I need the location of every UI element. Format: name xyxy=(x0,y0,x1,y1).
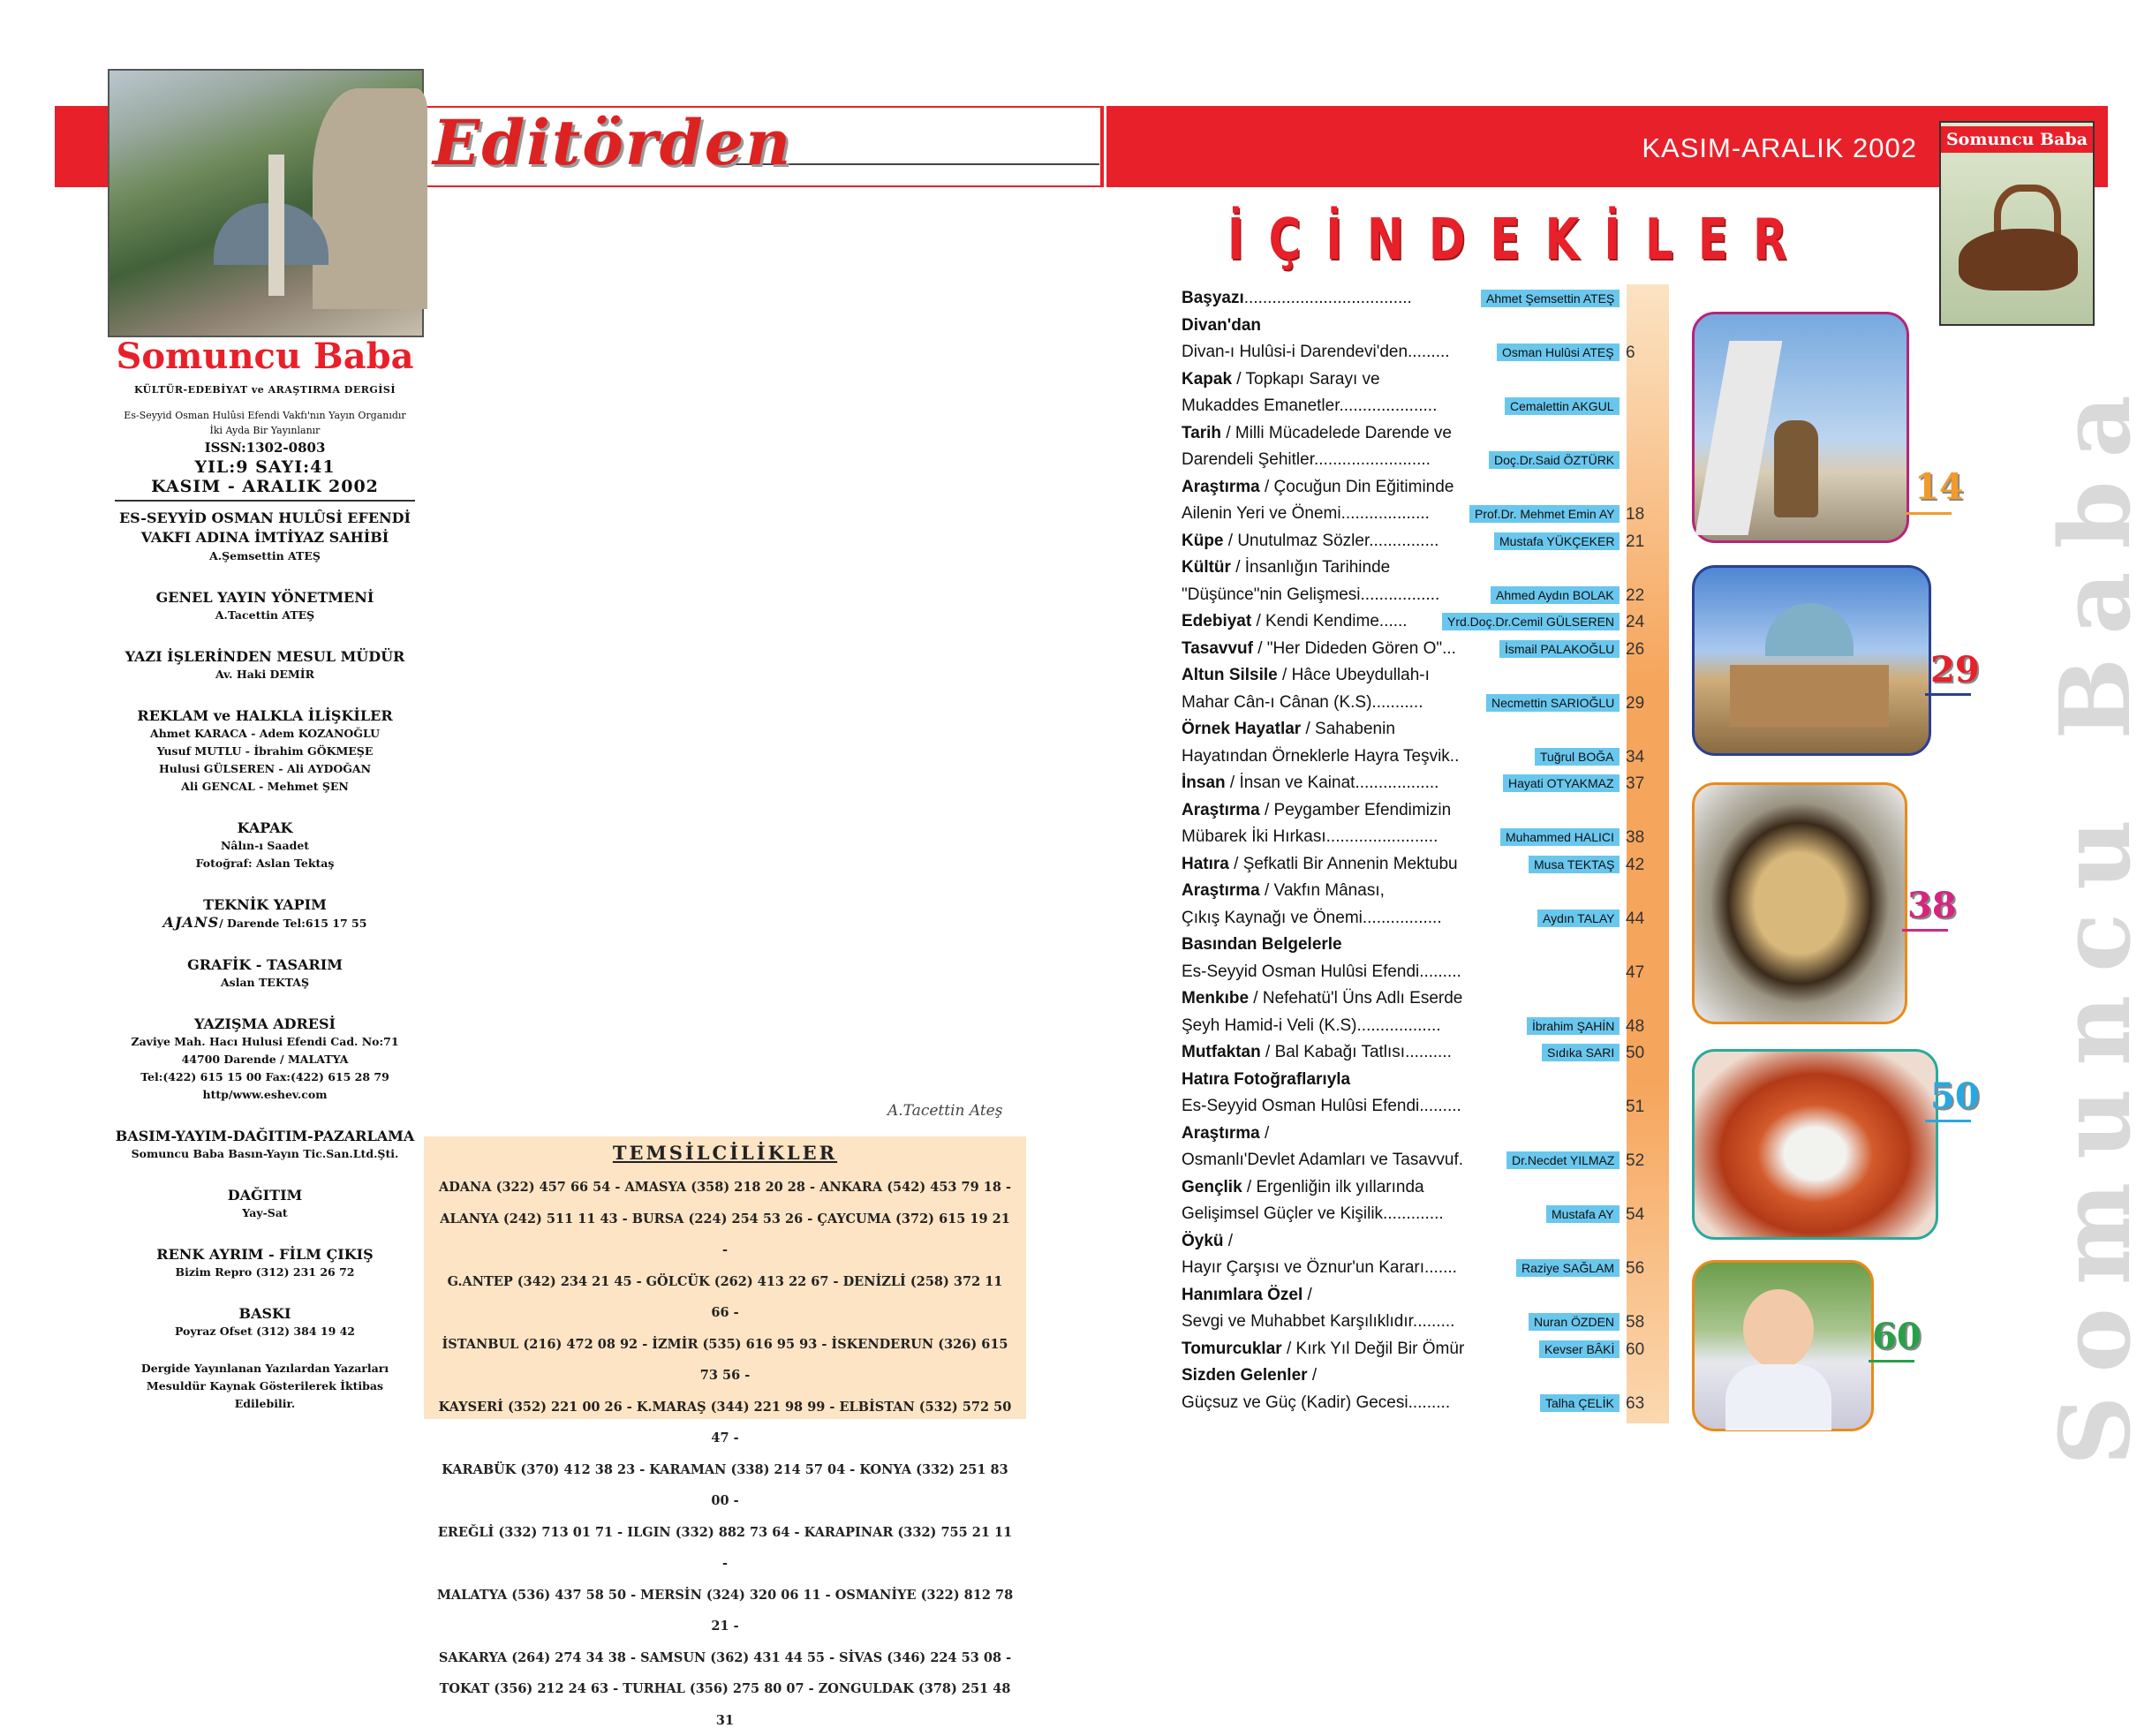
toc-text: / Bal Kabağı Tatlısı.......... xyxy=(1260,1043,1452,1061)
toc-text: / Çocuğun Din Eğitiminde xyxy=(1259,477,1454,496)
toc-author: Aydın TALAY xyxy=(1537,910,1620,927)
toc-title xyxy=(1182,855,1458,874)
representatives-line: ALANYA (242) 511 11 43 - BURSA (224) 254 53 26 - ÇAYCUMA (372) 615 19 21 - xyxy=(440,1211,1010,1257)
toc-section: Edebiyat xyxy=(1182,612,1252,630)
toc-row xyxy=(1182,826,1685,852)
toc-title xyxy=(1182,962,1461,982)
toc-title xyxy=(1182,289,1412,308)
toc-title xyxy=(1182,989,1462,1008)
ads-line: Hulusi GÜLSEREN - Ali AYDOĞAN xyxy=(158,762,372,775)
representatives-line: G.ANTEP (342) 234 21 45 - GÖLCÜK (262) 413 22 67 - DENİZLİ (258) 372 11 66 - xyxy=(447,1273,1003,1320)
toc-row xyxy=(1182,691,1685,718)
toc-page-number: 44 xyxy=(1626,909,1645,928)
dessert-photo xyxy=(1692,1049,1938,1240)
toc-text: / Sahabenin xyxy=(1301,720,1395,738)
toc-text: / İnsanlığın Tarihinde xyxy=(1230,558,1391,577)
toc-text: .................................... xyxy=(1243,289,1412,307)
toc-row xyxy=(1182,1041,1685,1068)
toc-title xyxy=(1182,693,1423,713)
toc-title xyxy=(1182,1393,1450,1413)
toc-text: / Nefehatü'l Üns Adlı Eserde xyxy=(1249,989,1463,1008)
toc-row xyxy=(1182,1095,1685,1121)
toc-row xyxy=(1182,368,1685,395)
toc-text: Es-Seyyid Osman Hulûsi Efendi......... xyxy=(1182,962,1461,981)
representatives-title: TEMSİLCİLİKLER xyxy=(612,1142,838,1164)
toc-title xyxy=(1182,1043,1452,1062)
cover-photo-credit: Fotoğraf: Aslan Tektaş xyxy=(195,857,335,870)
toc-row xyxy=(1182,395,1685,421)
contents-title: İÇİNDEKİLER xyxy=(1227,208,1812,273)
toc-row xyxy=(1182,1068,1685,1095)
toc-author: Talha ÇELİK xyxy=(1540,1394,1620,1412)
toc-row xyxy=(1182,1310,1685,1337)
toc-page-number: 63 xyxy=(1626,1393,1645,1413)
film-body: Bizim Repro (312) 231 26 72 xyxy=(175,1265,355,1279)
dist-title: DAĞITIM xyxy=(227,1187,303,1204)
toc-text: Gelişimsel Güçler ve Kişilik............. xyxy=(1182,1204,1444,1223)
masthead-divider xyxy=(115,500,415,502)
toc-row xyxy=(1182,1149,1685,1175)
toc-text: / Unutulmaz Sözler............... xyxy=(1223,531,1439,550)
website: http/www.eshev.com xyxy=(202,1088,328,1101)
toc-page-number: 60 xyxy=(1626,1340,1645,1359)
corner-cover-thumbnail xyxy=(1939,121,2095,326)
toc-section: Küpe xyxy=(1182,531,1224,550)
toc-page-number: 47 xyxy=(1626,962,1645,982)
toc-text: / Ergenliğin ilk yıllarında xyxy=(1242,1177,1424,1196)
mosque-photo xyxy=(108,69,424,337)
toc-title xyxy=(1182,1204,1444,1224)
toc-title xyxy=(1182,1016,1441,1036)
toc-row xyxy=(1182,1203,1685,1229)
print-body: Somuncu Baba Basın-Yayın Tic.San.Ltd.Şti. xyxy=(131,1147,399,1160)
masthead-organ: Es-Seyyid Osman Hulûsi Efendi Vakfı'nın Yayın Organıdır xyxy=(124,410,406,421)
toc-title xyxy=(1182,774,1438,793)
toc-row xyxy=(1182,718,1685,744)
toc-author: Tuğrul BOĞA xyxy=(1535,748,1620,766)
toc-text: / Peygamber Efendimizin xyxy=(1259,800,1452,819)
editor-title: YAZI İŞLERİNDEN MESUL MÜDÜR xyxy=(125,648,405,665)
toc-page-number: 24 xyxy=(1626,613,1645,631)
representatives-line: ADANA (322) 457 66 54 - AMASYA (358) 218 20 28 - ANKARA (542) 453 79 18 - xyxy=(438,1180,1012,1195)
toc-title xyxy=(1182,1232,1233,1251)
cover-title: KAPAK xyxy=(237,819,293,836)
toc-row xyxy=(1182,664,1685,691)
toc-section: Menkıbe xyxy=(1182,989,1250,1008)
toc-page-number: 26 xyxy=(1626,639,1645,659)
toc-text: / Hâce Ubeydullah-ı xyxy=(1277,666,1430,684)
toc-section: Gençlik xyxy=(1182,1177,1242,1196)
toc-row xyxy=(1182,1122,1685,1149)
toc-title xyxy=(1182,720,1395,739)
toc-row xyxy=(1182,799,1685,826)
toc-author: Cemalettin AKGUL xyxy=(1505,397,1620,415)
page-gutter xyxy=(1104,106,1106,187)
address-line: Zaviye Mah. Hacı Hulusi Efendi Cad. No:71 xyxy=(131,1035,399,1048)
representatives-box xyxy=(424,1136,1026,1728)
tech-title: TEKNİK YAPIM xyxy=(203,896,327,913)
photo-page-number: 29 xyxy=(1930,649,1980,691)
toc-row xyxy=(1182,556,1685,583)
print-title: BASIM-YAYIM-DAĞITIM-PAZARLAMA xyxy=(115,1128,415,1144)
toc-row xyxy=(1182,422,1685,449)
photo-page-number: 50 xyxy=(1930,1076,1980,1117)
toc-row xyxy=(1182,638,1685,664)
masthead-issn: ISSN:1302-0803 xyxy=(204,440,326,456)
gm-name: A.Tacettin ATEŞ xyxy=(215,608,315,622)
address-line: 44700 Darende / MALATYA xyxy=(181,1053,349,1066)
toc-title xyxy=(1182,1151,1463,1170)
toc-section: Tomurcuklar xyxy=(1182,1339,1282,1358)
toc-row xyxy=(1182,853,1685,879)
toc-title xyxy=(1182,585,1439,605)
toc-title xyxy=(1182,396,1437,416)
number-underline xyxy=(1925,1120,1971,1122)
toc-section: Hatıra xyxy=(1182,854,1229,873)
toc-title xyxy=(1182,370,1380,389)
toc-text: Hayır Çarşısı ve Öznur'un Kararı....... xyxy=(1182,1258,1457,1277)
toc-row xyxy=(1182,610,1685,637)
toc-author: Mustafa AY xyxy=(1546,1205,1620,1223)
toc-title xyxy=(1182,881,1385,901)
dist-body: Yay-Sat xyxy=(242,1206,288,1219)
press-title: BASKI xyxy=(238,1305,291,1322)
toc-title xyxy=(1182,666,1430,685)
toc-section: Mutfaktan xyxy=(1182,1043,1261,1061)
toc-text: Güçsuz ve Güç (Kadir) Gecesi......... xyxy=(1182,1393,1451,1412)
toc-row xyxy=(1182,314,1685,341)
toc-section: Tasavvuf xyxy=(1182,638,1253,658)
toc-section: Örnek Hayatlar xyxy=(1182,720,1302,738)
toc-text: / İnsan ve Kainat.................. xyxy=(1225,774,1439,792)
representatives-line: İSTANBUL (216) 472 08 92 - İZMİR (535) 616 95 93 - İSKENDERUN (326) 615 73 56 - xyxy=(442,1336,1008,1383)
toc-text: Mübarek İki Hırkası........................ xyxy=(1182,827,1438,846)
masthead-period: KASIM - ARALIK 2002 xyxy=(151,477,379,496)
masthead-year-issue: YIL:9 SAYI:41 xyxy=(194,457,336,477)
toc-row xyxy=(1182,1284,1685,1310)
toc-text: Mukaddes Emanetler..................... xyxy=(1182,396,1438,415)
toc-text: / xyxy=(1259,1123,1270,1143)
toc-author: Ahmet Şemsettin ATEŞ xyxy=(1481,290,1620,307)
toc-text: Divan-ı Hulûsi-i Darendevi'den......... xyxy=(1182,343,1450,361)
ajans-logo: AJANS xyxy=(162,914,220,931)
toc-row xyxy=(1182,987,1685,1014)
toc-page-number: 42 xyxy=(1626,855,1645,874)
toc-title xyxy=(1182,747,1459,766)
toc-text: Sevgi ve Muhabbet Karşılıklıdır......... xyxy=(1182,1312,1455,1331)
legal-note: Edilebilir. xyxy=(234,1397,296,1410)
legal-note: Dergide Yayınlanan Yazılardan Yazarları xyxy=(140,1362,389,1375)
toc-title xyxy=(1182,1312,1454,1332)
toc-section: Sizden Gelenler xyxy=(1182,1366,1308,1385)
sandal-sole xyxy=(1959,229,2078,291)
toc-row xyxy=(1182,1364,1685,1391)
toc-section: Araştırma xyxy=(1182,800,1260,819)
toc-title xyxy=(1182,478,1454,497)
toc-section: Araştırma xyxy=(1182,881,1260,900)
toc-author: Mustafa YÜKÇEKER xyxy=(1494,532,1620,550)
toc-author: Hayati OTYAKMAZ xyxy=(1503,774,1620,792)
toc-page-number: 58 xyxy=(1626,1313,1645,1332)
toc-row xyxy=(1182,879,1685,906)
monument-photo xyxy=(1692,312,1909,543)
toc-section: Divan'dan xyxy=(1182,315,1262,335)
toc-row xyxy=(1182,476,1685,502)
toc-page-number: 51 xyxy=(1626,1098,1645,1116)
representatives-line: MALATYA (536) 437 58 50 - MERSİN (324) 320 06 11 - OSMANİYE (322) 812 78 21 - xyxy=(436,1587,1014,1634)
toc-row xyxy=(1182,933,1685,960)
toc-page-number: 48 xyxy=(1626,1016,1645,1036)
toc-section: Hanımlara Özel xyxy=(1182,1285,1303,1304)
toc-author: Muhammed HALICI xyxy=(1500,828,1620,846)
toc-text: Osmanlı'Devlet Adamları ve Tasavvuf. xyxy=(1182,1151,1464,1169)
tech-line xyxy=(97,914,433,932)
toc-row xyxy=(1182,961,1685,987)
toc-title xyxy=(1182,1178,1424,1197)
ads-line: Ahmet KARACA - Adem KOZANOĞLU xyxy=(150,727,380,740)
toc-title xyxy=(1182,558,1390,577)
legal-note: Mesuldür Kaynak Gösterilerek İktibas xyxy=(146,1379,384,1393)
ads-title: REKLAM ve HALKLA İLİŞKİLER xyxy=(137,707,393,724)
toc-author: Necmettin SARIOĞLU xyxy=(1486,694,1620,712)
toc-title xyxy=(1182,935,1342,955)
toc-text: Darendeli Şehitler......................... xyxy=(1182,450,1431,469)
toc-author: Musa TEKTAŞ xyxy=(1529,856,1620,873)
toc-row xyxy=(1182,907,1685,933)
toc-title xyxy=(1182,1340,1464,1359)
photo-page-number: 60 xyxy=(1872,1316,1922,1357)
toc-title xyxy=(1182,450,1431,470)
toc-row xyxy=(1182,1392,1685,1418)
toc-page-number: 22 xyxy=(1626,585,1645,605)
toc-section: İnsan xyxy=(1182,774,1226,792)
film-title: RENK AYRIM - FİLM ÇIKIŞ xyxy=(156,1246,374,1263)
masthead-frequency: İki Ayda Bir Yayınlanır xyxy=(209,425,321,436)
toc-page-number: 50 xyxy=(1626,1044,1645,1062)
toc-page-number: 56 xyxy=(1626,1259,1645,1278)
toc-section: Araştırma xyxy=(1182,477,1260,496)
toc-row xyxy=(1182,341,1685,367)
representatives-list xyxy=(436,1172,1014,1736)
ads-line: Ali GENCAL - Mehmet ŞEN xyxy=(181,780,349,793)
toc-author: Nuran ÖZDEN xyxy=(1529,1313,1620,1331)
issue-date: KASIM-ARALIK 2002 xyxy=(1642,132,1917,163)
toc-title xyxy=(1182,424,1452,443)
toc-text: / xyxy=(1303,1285,1312,1304)
toc-text: "Düşünce"nin Gelişmesi................. xyxy=(1182,585,1440,604)
vertical-watermark: Somuncu Baba xyxy=(2038,372,2152,1466)
address-line: Tel:(422) 615 15 00 Fax:(422) 615 28 79 xyxy=(140,1070,389,1083)
toc-title xyxy=(1182,1366,1317,1385)
toc-text: / Şefkatli Bir Annenin Mektubu xyxy=(1228,854,1458,873)
editor-signature: A.Tacettin Ateş xyxy=(887,1102,1003,1120)
toc-title xyxy=(1182,1070,1350,1090)
toc-text: / "Her Dideden Gören O"... xyxy=(1252,638,1456,658)
toc-text: / xyxy=(1223,1231,1234,1250)
owner-title-1: ES-SEYYİD OSMAN HULÛSİ EFENDİ xyxy=(118,509,412,526)
photo-page-number: 38 xyxy=(1907,885,1957,926)
toc-text: / Kırk Yıl Değil Bir Ömür xyxy=(1281,1339,1465,1358)
toc-author: Ahmed Aydın BOLAK xyxy=(1491,586,1620,604)
toc-section: Basından Belgelerle xyxy=(1182,935,1342,954)
toc-page-number: 21 xyxy=(1626,532,1645,551)
editorial-title: Editörden xyxy=(433,106,793,179)
toc-row xyxy=(1182,1338,1685,1364)
press-body: Poyraz Ofset (312) 384 19 42 xyxy=(174,1325,356,1338)
toc-section: Tarih xyxy=(1182,423,1222,442)
owner-name: A.Şemsettin ATEŞ xyxy=(209,549,321,562)
toc-page-number: 29 xyxy=(1626,693,1645,713)
toc-section: Kapak xyxy=(1182,369,1233,389)
toc-page-number: 37 xyxy=(1626,774,1645,793)
representatives-line: SAKARYA (264) 274 34 38 - SAMSUN (362) 431 44 55 - SİVAS (346) 224 53 08 - xyxy=(438,1649,1012,1665)
toc-text: Ailenin Yeri ve Önemi................... xyxy=(1182,504,1430,523)
toc-page-number: 34 xyxy=(1626,747,1645,766)
toc-section: Kültür xyxy=(1182,558,1231,577)
toc-title xyxy=(1182,316,1261,336)
toc-author: Prof.Dr. Mehmet Emin AY xyxy=(1469,505,1620,523)
toc-row xyxy=(1182,530,1685,556)
toc-row xyxy=(1182,584,1685,610)
toc-author: Osman Hulûsi ATEŞ xyxy=(1497,343,1620,361)
toc-title xyxy=(1182,343,1450,362)
toc-title xyxy=(1182,827,1438,847)
toc-author: Dr.Necdet YILMAZ xyxy=(1506,1151,1620,1169)
toc-title xyxy=(1182,1124,1269,1143)
toc-text: / xyxy=(1307,1366,1318,1385)
number-underline xyxy=(1925,693,1971,696)
toc-section: Öykü xyxy=(1182,1231,1224,1250)
toc-row xyxy=(1182,1230,1685,1257)
representatives-line: TOKAT (356) 212 24 63 - TURHAL (356) 275 80 07 - ZONGULDAK (378) 251 48 31 xyxy=(439,1681,1011,1728)
toc-section: Altun Silsile xyxy=(1182,666,1278,684)
toc-text: / Vakfın Mânası, xyxy=(1259,881,1385,900)
toc-page-number: 6 xyxy=(1626,343,1635,362)
toc-text: / Kendi Kendime...... xyxy=(1251,612,1408,630)
corner-cover-title: Somuncu Baba xyxy=(1941,126,2093,153)
toc-title xyxy=(1182,639,1456,659)
toc-row xyxy=(1182,1257,1685,1283)
toc-section: Araştırma xyxy=(1182,1123,1260,1143)
toc-text: Hayatından Örneklerle Hayra Teşvik.. xyxy=(1182,746,1460,766)
ads-line: Yusuf MUTLU - İbrahim GÖKMEŞE xyxy=(156,744,374,758)
toc-row xyxy=(1182,449,1685,475)
address-title: YAZIŞMA ADRESİ xyxy=(193,1015,336,1032)
toc-title xyxy=(1182,801,1451,820)
toc-text: / Topkapı Sarayı ve xyxy=(1232,369,1380,389)
design-name: Aslan TEKTAŞ xyxy=(220,976,310,989)
toc-title xyxy=(1182,909,1442,928)
representatives-line: EREĞLİ (332) 713 01 71 - ILGIN (332) 882 73 64 - KARAPINAR (332) 755 21 11 - xyxy=(437,1524,1013,1571)
magazine-logo: Somuncu Baba xyxy=(116,336,414,377)
toc-title xyxy=(1182,1097,1461,1116)
toc-row xyxy=(1182,745,1685,772)
number-underline xyxy=(1902,929,1948,932)
representatives-line: KAYSERİ (352) 221 00 26 - K.MARAŞ (344) 221 98 99 - ELBİSTAN (532) 572 50 47 - xyxy=(438,1399,1012,1445)
toc-author: İbrahim ŞAHİN xyxy=(1527,1017,1620,1035)
toc-author: Yrd.Doç.Dr.Cemil GÜLSEREN xyxy=(1442,613,1620,630)
toc-author: Sıdıka SARI xyxy=(1542,1044,1620,1061)
relic-photo xyxy=(1692,782,1907,1024)
number-underline xyxy=(1906,512,1952,515)
toc-page-number: 38 xyxy=(1626,828,1645,847)
toc-text: / Milli Mücadelede Darende ve xyxy=(1221,423,1452,442)
masthead-subtitle: KÜLTÜR-EDEBİYAT ve ARAŞTIRMA DERGİSİ xyxy=(133,384,396,396)
toc-page-number: 18 xyxy=(1626,505,1645,524)
toc-title xyxy=(1182,612,1408,631)
toc-text: Çıkış Kaynağı ve Önemi................. xyxy=(1182,908,1442,927)
toc-author: Raziye SAĞLAM xyxy=(1516,1259,1620,1277)
child-photo xyxy=(1692,1260,1874,1431)
tech-body: / Darende Tel:615 17 55 xyxy=(219,917,367,930)
masthead xyxy=(97,384,433,1413)
design-title: GRAFİK - TASARIM xyxy=(187,956,343,973)
toc-title xyxy=(1182,532,1438,551)
toc-author: Doç.Dr.Said ÖZTÜRK xyxy=(1489,451,1620,469)
toc-section: Hatıra Fotoğraflarıyla xyxy=(1182,1069,1351,1089)
toc-section: Başyazı xyxy=(1182,289,1244,307)
toc-row xyxy=(1182,772,1685,798)
toc-row xyxy=(1182,1015,1685,1041)
cover-name: Nâlın-ı Saadet xyxy=(220,839,310,852)
toc-title xyxy=(1182,504,1430,524)
number-underline xyxy=(1869,1360,1914,1362)
toc-page-number: 52 xyxy=(1626,1151,1645,1170)
gm-title: GENEL YAYIN YÖNETMENİ xyxy=(155,589,374,606)
toc-text: Es-Seyyid Osman Hulûsi Efendi......... xyxy=(1182,1097,1461,1115)
toc-text: Şeyh Hamid-i Veli (K.S).................. xyxy=(1182,1015,1441,1035)
editor-name: Av. Haki DEMİR xyxy=(215,668,314,681)
toc-author: Kevser BÂKİ xyxy=(1539,1340,1620,1358)
toc-row xyxy=(1182,502,1685,529)
photo-page-number: 14 xyxy=(1914,466,1964,508)
toc-title xyxy=(1182,1258,1457,1278)
toc-title xyxy=(1182,1286,1312,1305)
toc-row xyxy=(1182,1176,1685,1203)
toc-page-number: 54 xyxy=(1626,1205,1645,1224)
toc-row xyxy=(1182,287,1685,313)
toc-author: İsmail PALAKOĞLU xyxy=(1499,640,1620,658)
representatives-line: KARABÜK (370) 412 38 23 - KARAMAN (338) 214 57 04 - KONYA (332) 251 83 00 - xyxy=(442,1461,1008,1508)
owner-title-2: VAKFI ADINA İMTİYAZ SAHİBİ xyxy=(140,529,389,546)
toc-text: Mahar Cân-ı Cânan (K.S)........... xyxy=(1182,692,1423,712)
tomb-photo xyxy=(1692,565,1931,756)
